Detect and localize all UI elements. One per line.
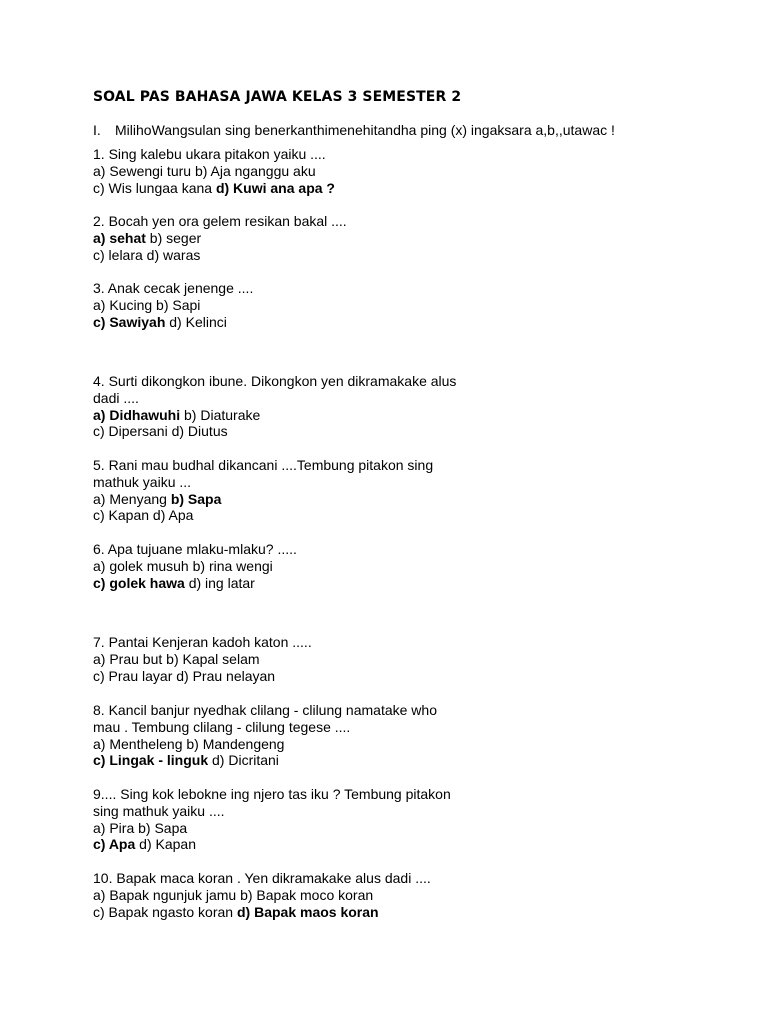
correct-answer: d) Bapak maos koran [236,903,379,920]
answer-option-text: a) Mentheleng b) Mandengeng [93,735,285,752]
question-2 [93,213,347,263]
question-7 [93,634,312,684]
correct-answer: c) Sawiyah [93,313,166,330]
question-9 [93,786,451,853]
answer-option-text: c) Dipersani d) Diutus [93,423,228,440]
question-stem: 2. Bocah yen ora gelem resikan bakal .... [93,213,347,229]
question-stem: dadi .... [93,389,139,406]
answer-option-text: a) Sewengi turu b) Aja nganggu aku [93,162,316,179]
answer-options-line [93,507,433,524]
answer-options-line [93,297,253,314]
answer-options-line [93,230,347,247]
question-stem: 10. Bapak maca koran . Yen dikramakake alus dadi .... [93,870,431,886]
correct-answer: c) golek hawa [93,574,185,591]
answer-option-text: c) lelara d) waras [93,246,201,263]
answer-options-line [93,752,437,769]
question-stem: 6. Apa tujuane mlaku-mlaku? ..... [93,541,297,557]
answer-options-line [93,651,312,668]
question-3 [93,280,253,330]
question-5 [93,457,433,524]
correct-answer: c) Apa [93,836,136,853]
answer-options-line [93,668,312,685]
question-1 [93,146,335,196]
answer-options-line [93,423,456,440]
question-stem: mathuk yaiku ... [93,473,192,490]
correct-answer: d) Kuwi ana apa ? [215,179,335,196]
question-stem: sing mathuk yaiku .... [93,802,225,819]
answer-option-text: a) Pira b) Sapa [93,819,188,836]
question-stem: 9.... Sing kok lebokne ing njero tas iku ? Tembung pitakon [93,786,451,802]
question-8 [93,702,437,769]
answer-option-text: d) Kapan [135,836,196,853]
instruction-line [93,122,615,138]
question-stem: mau . Tembung clilang - clilung tegese .... [93,718,351,735]
answer-options-line [93,820,451,837]
answer-option-text: d) Kelinci [165,313,227,330]
question-4 [93,373,456,440]
answer-option-text: a) Prau but b) Kapal selam [93,650,260,667]
answer-option-text: b) Diaturake [180,406,261,423]
answer-option-text: a) Menyang [93,490,171,507]
answer-option-text: a) golek musuh b) rina wengi [93,557,273,574]
instruction-text: MilihoWangsulan sing benerkanthimenehitandha ping (x) ingaksara a,b,,utawac ! [115,122,615,138]
answer-options-line [93,247,347,264]
answer-options-line [93,887,431,904]
page-title: SOAL PAS BAHASA JAWA KELAS 3 SEMESTER 2 [93,89,462,105]
answer-options-line [93,736,437,753]
question-stem: 3. Anak cecak jenenge .... [93,280,254,296]
answer-options-line [93,314,253,331]
answer-options-line [93,836,451,853]
answer-option-text: c) Prau layar d) Prau nelayan [93,667,276,684]
answer-option-text: d) ing latar [184,574,255,591]
answer-option-text: c) Bapak ngasto koran [93,903,237,920]
answer-option-text: b) seger [145,229,202,246]
question-stem: 8. Kancil banjur nyedhak clilang - clilung namatake who [93,702,437,718]
answer-options-line [93,575,297,592]
question-stem: 7. Pantai Kenjeran kadoh katon ..... [93,634,312,650]
answer-options-line [93,904,431,921]
question-10 [93,870,431,920]
correct-answer: c) Lingak - linguk [93,752,209,769]
question-stem: 5. Rani mau budhal dikancani ....Tembung pitakon sing [93,457,434,473]
correct-answer: a) Didhawuhi [93,406,181,423]
question-stem: 1. Sing kalebu ukara pitakon yaiku .... [93,146,326,162]
question-6 [93,541,297,591]
correct-answer: a) sehat [93,229,146,246]
answer-options-line [93,491,433,508]
answer-option-text: a) Kucing b) Sapi [93,296,201,313]
answer-option-text: c) Kapan d) Apa [93,507,194,524]
instruction-number: I. [93,122,101,138]
correct-answer: b) Sapa [170,490,222,507]
answer-options-line [93,558,297,575]
answer-options-line [93,180,335,197]
answer-option-text: a) Bapak ngunjuk jamu b) Bapak moco koran [93,886,374,903]
answer-options-line [93,163,335,180]
answer-option-text: c) Wis lungaa kana [93,179,216,196]
answer-options-line [93,407,456,424]
question-stem: 4. Surti dikongkon ibune. Dikongkon yen dikramakake alus [93,373,457,389]
answer-option-text: d) Dicritani [208,752,279,769]
